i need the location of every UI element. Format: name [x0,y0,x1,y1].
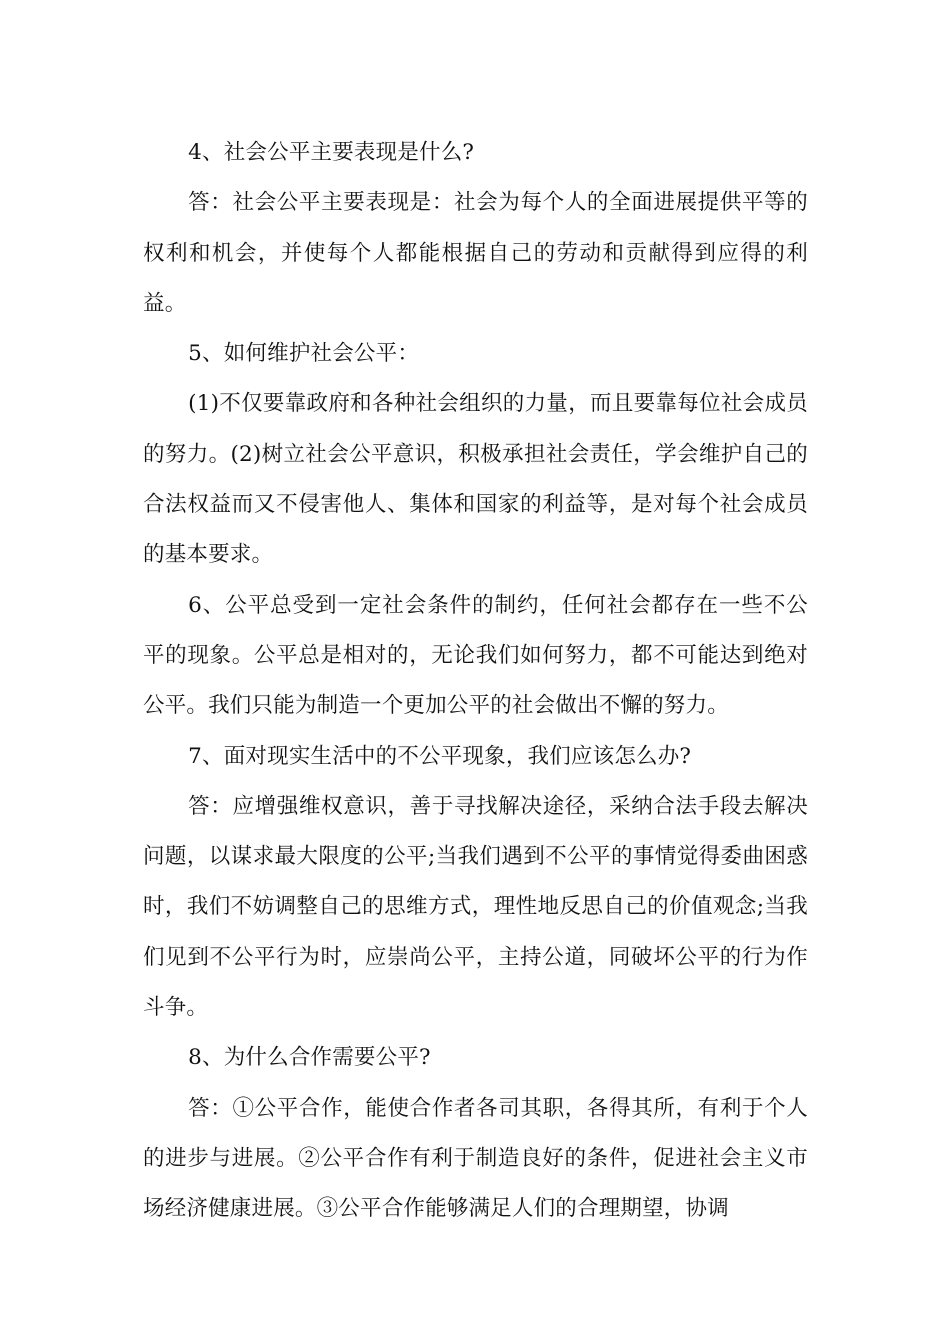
paragraph-a8: 答：①公平合作，能使合作者各司其职，各得其所，有利于个人的进步与进展。②公平合作有利于制造良好的条件，促进社会主义市场经济健康进展。③公平合作能够满足人们的合理期望，协调 [143,1095,808,1222]
paragraph-q4: 4、社会公平主要表现是什么? [188,140,475,165]
paragraph-q8: 8、为什么合作需要公平? [188,1045,431,1071]
paragraph-q5: 5、如何维护社会公平： [188,341,420,367]
document-body [143,128,808,1235]
paragraph-a5: (1)不仅要靠政府和各种社会组织的力量，而且要靠每位社会成员的努力。(2)树立社会公平意识，积极承担社会责任，学会维护自己的合法权益而又不侵害他人、集体和国家的利益等，是对每个社会成员的基本要求。 [143,391,808,568]
paragraph-6: 6、公平总受到一定社会条件的制约，任何社会都存在一些不公平的现象。公平总是相对的，无论我们如何努力，都不可能达到绝对公平。我们只能为制造一个更加公平的社会做出不懈的努力。 [143,592,808,719]
paragraph-a7: 答：应增强维权意识，善于寻找解决途径，采纳合法手段去解决问题，以谋求最大限度的公平;当我们遇到不公平的事情觉得委曲困惑时，我们不妨调整自己的思维方式，理性地反思自己的价值观念;当我们见到不公平行为时，应崇尚公平，主持公道，同破坏公平的行为作斗争。 [143,793,808,1021]
paragraph-a4: 答：社会公平主要表现是：社会为每个人的全面进展提供平等的权利和机会，并使每个人都能根据自己的劳动和贡献得到应得的利益。 [143,190,808,316]
paragraph-q7: 7、面对现实生活中的不公平现象，我们应该怎么办? [188,743,692,769]
